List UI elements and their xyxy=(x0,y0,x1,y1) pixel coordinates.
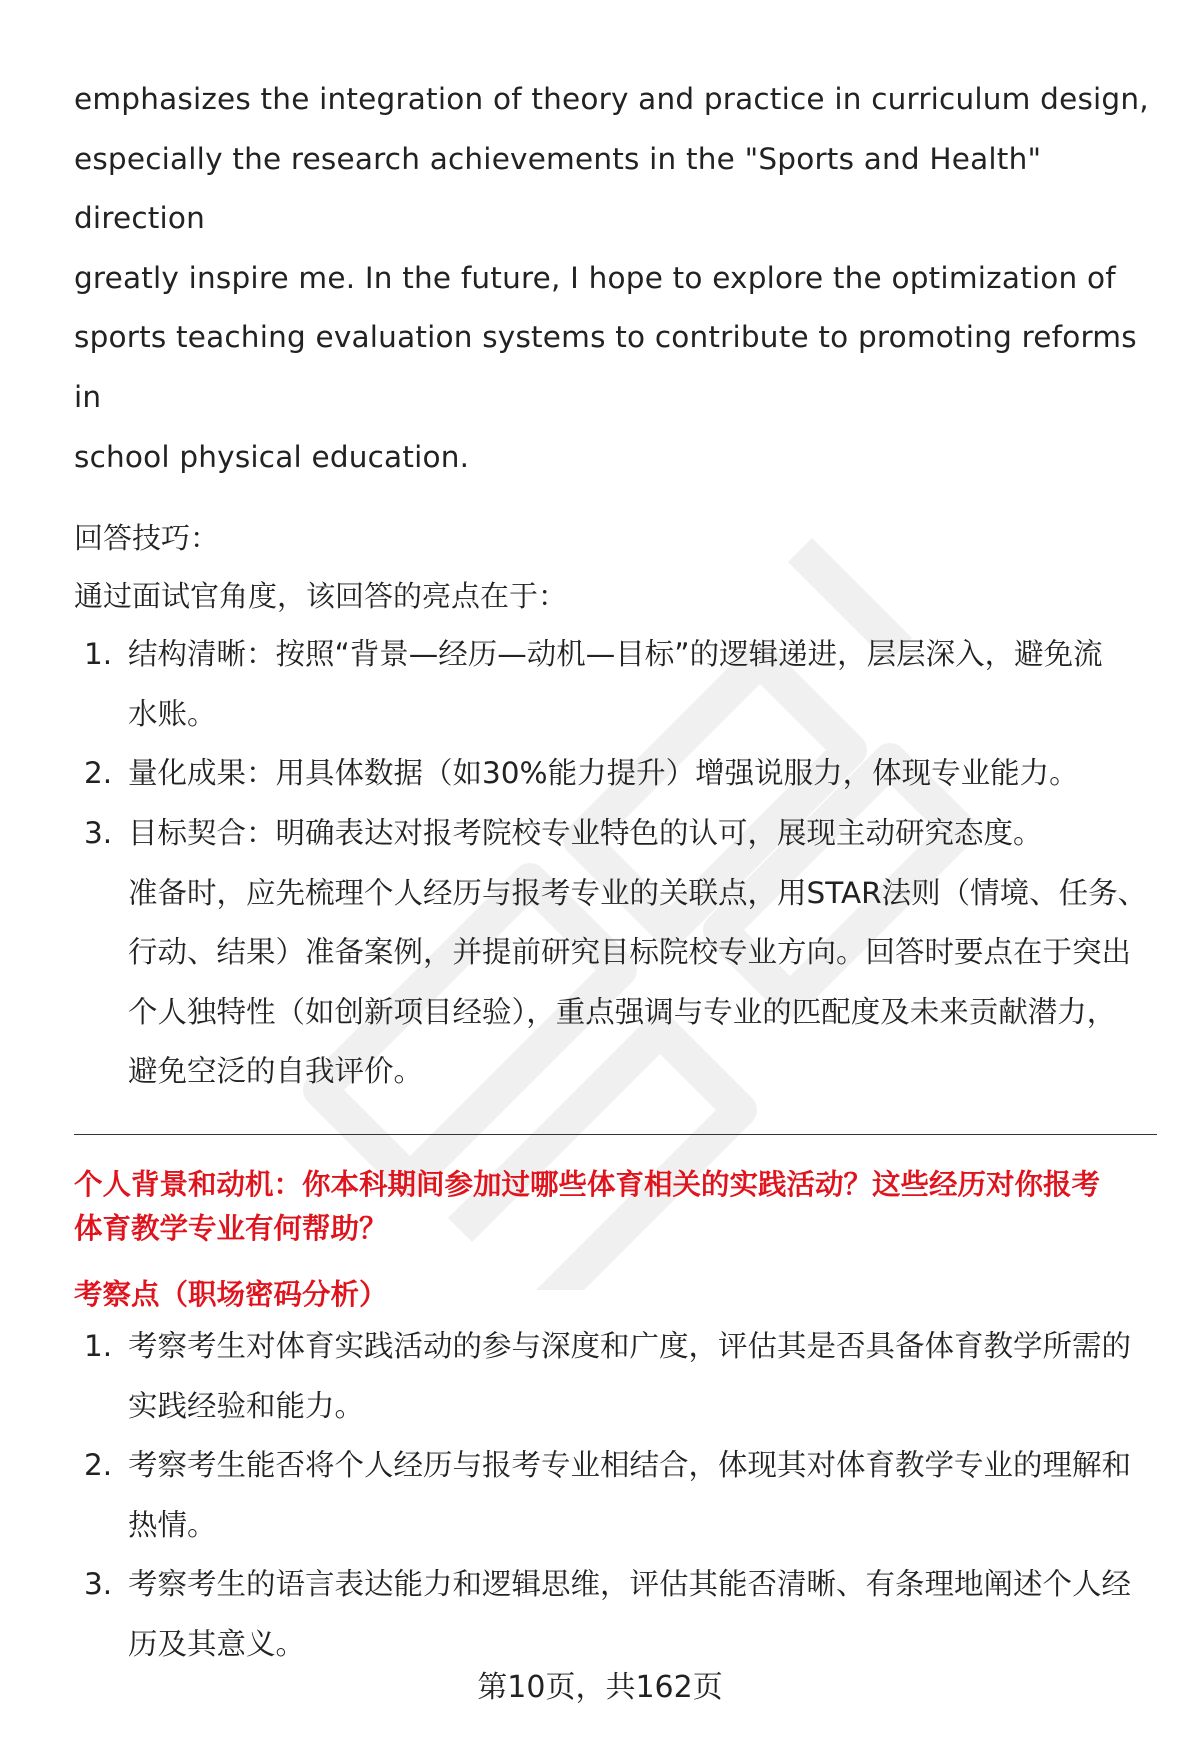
question-heading xyxy=(74,1163,1154,1251)
assessment-heading: 考察点（职场密码分析） xyxy=(74,1277,388,1311)
intro-line: sports teaching evaluation systems to contribute to promoting reforms in xyxy=(74,320,1137,414)
list-text: 量化成果：用具体数据（如30%能力提升）增强说服力，体现专业能力。 xyxy=(128,756,1079,791)
list-item xyxy=(74,804,1154,1102)
list-number: 3. xyxy=(84,815,113,850)
list-item xyxy=(74,625,1154,744)
intro-line: emphasizes the integration of theory and practice in curriculum design, xyxy=(74,82,1149,116)
tips-list xyxy=(74,625,1154,1102)
list-text: 考察考生的语言表达能力和逻辑思维，评估其能否清晰、有条理地阐述个人经 xyxy=(128,1567,1132,1602)
list-number: 2. xyxy=(84,1448,113,1483)
list-text: 考察考生能否将个人经历与报考专业相结合，体现其对体育教学专业的理解和 xyxy=(128,1448,1132,1483)
list-item xyxy=(74,744,1154,804)
list-text: 行动、结果）准备案例，并提前研究目标院校专业方向。回答时要点在于突出 xyxy=(128,935,1132,970)
list-text: 结构清晰：按照“背景—经历—动机—目标”的逻辑递进，层层深入，避免流 xyxy=(128,637,1103,672)
list-text: 历及其意义。 xyxy=(128,1626,306,1661)
list-text: 热情。 xyxy=(128,1507,217,1542)
intro-line: especially the research achievements in the "Sports and Health" direction xyxy=(74,141,1042,236)
list-number: 2. xyxy=(84,756,113,791)
list-item xyxy=(74,1555,1154,1674)
list-text: 水账。 xyxy=(128,696,217,731)
main-content xyxy=(74,70,1154,1674)
section-divider xyxy=(74,1134,1157,1135)
question-line: 个人背景和动机：你本科期间参加过哪些体育相关的实践活动？这些经历对你报考 xyxy=(74,1167,1101,1201)
list-text: 考察考生对体育实践活动的参与深度和广度，评估其是否具备体育教学所需的 xyxy=(128,1328,1132,1363)
list-number: 1. xyxy=(84,637,113,672)
list-number: 3. xyxy=(84,1567,113,1602)
list-item xyxy=(74,1317,1154,1436)
tips-label: 回答技巧： xyxy=(74,521,220,556)
question-line: 体育教学专业有何帮助？ xyxy=(74,1211,388,1245)
list-item xyxy=(74,1436,1154,1555)
list-text: 目标契合：明确表达对报考院校专业特色的认可，展现主动研究态度。 xyxy=(128,815,1043,850)
list-text: 准备时，应先梳理个人经历与报考专业的关联点，用STAR法则（情境、任务、 xyxy=(128,875,1148,910)
list-text: 个人独特性（如创新项目经验），重点强调与专业的匹配度及未来贡献潜力， xyxy=(128,994,1117,1029)
intro-line: school physical education. xyxy=(74,439,470,474)
list-number: 1. xyxy=(84,1328,113,1363)
list-text: 实践经验和能力。 xyxy=(128,1388,365,1423)
list-text: 避免空泛的自我评价。 xyxy=(128,1054,424,1089)
intro-line: greatly inspire me. In the future, I hope to explore the optimization of xyxy=(74,260,1116,295)
intro-paragraph xyxy=(74,70,1154,487)
page-number: 第10页，共162页 xyxy=(477,1670,723,1705)
tips-intro: 通过面试官角度，该回答的亮点在于： xyxy=(74,579,568,614)
assessment-list xyxy=(74,1317,1154,1675)
